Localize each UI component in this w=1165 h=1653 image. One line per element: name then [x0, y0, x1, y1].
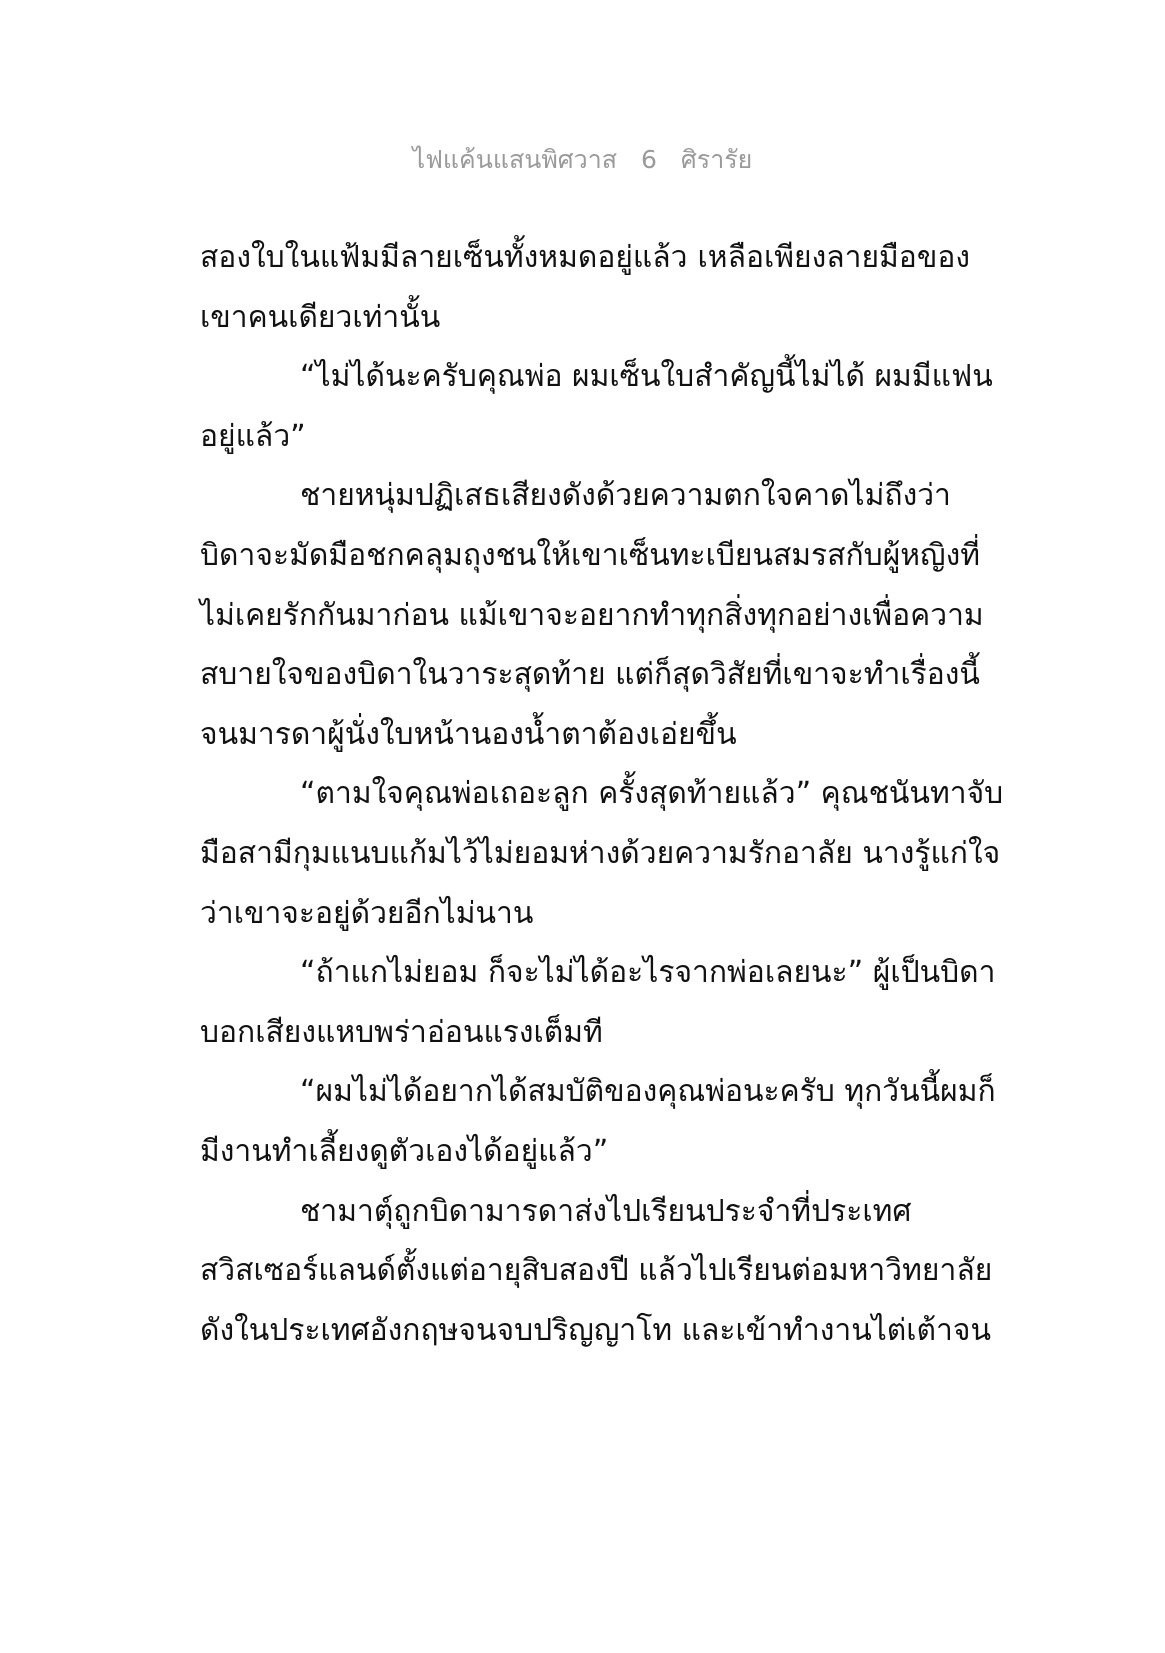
- text-line: มือสามีกุมแนบแก้มไว้ไม่ยอมห่างด้วยความรักอาลัย นางรู้แก่ใจ: [200, 835, 1001, 871]
- author-name: ศิรารัย: [680, 145, 753, 174]
- text-line: ไม่เคยรักกันมาก่อน แม้เขาจะอยากทำทุกสิ่งทุกอย่างเพื่อความ: [200, 597, 984, 633]
- text-line: “ตามใจคุณพ่อเถอะลูก ครั้งสุดท้ายแล้ว” คุณชนันทาจับ: [300, 776, 1004, 812]
- text-line: ชายหนุ่มปฏิเสธเสียงดังด้วยความตกใจคาดไม่ถึงว่า: [300, 478, 951, 514]
- text-line: ดังในประเทศอังกฤษจนจบปริญญาโท และเข้าทำงานไต่เต้าจน: [200, 1312, 991, 1348]
- text-line: “ถ้าแกไม่ยอม ก็จะไม่ได้อะไรจากพ่อเลยนะ” ผู้เป็นบิดา: [300, 955, 996, 991]
- book-title: ไฟแค้นแสนพิศวาส: [412, 145, 618, 174]
- text-line: บอกเสียงแหบพร่าอ่อนแรงเต็มที: [200, 1014, 603, 1050]
- text-line: จนมารดาผู้นั่งใบหน้านองน้ำตาต้องเอ่ยขึ้น: [200, 716, 737, 752]
- text-line: ว่าเขาจะอยู่ด้วยอีกไม่นาน: [200, 895, 534, 931]
- running-header: [0, 142, 1165, 178]
- body-text: [200, 228, 1004, 1360]
- text-line: อยู่แล้ว”: [200, 418, 306, 454]
- text-line: มีงานทำเลี้ยงดูตัวเองได้อยู่แล้ว”: [200, 1133, 609, 1169]
- text-line: สวิสเซอร์แลนด์ตั้งแต่อายุสิบสองปี แล้วไปเรียนต่อมหาวิทยาลัย: [200, 1253, 993, 1289]
- text-line: บิดาจะมัดมือชกคลุมถุงชนให้เขาเซ็นทะเบียนสมรสกับผู้หญิงที่: [200, 537, 981, 573]
- text-line: สบายใจของบิดาในวาระสุดท้าย แต่ก็สุดวิสัยที่เขาจะทำเรื่องนี้: [200, 657, 980, 693]
- text-line: ชามาตุ์ถูกบิดามารดาส่งไปเรียนประจำที่ประเทศ: [300, 1193, 912, 1229]
- page-number: 6: [641, 145, 657, 174]
- text-line: สองใบในแฟ้มมีลายเซ็นทั้งหมดอยู่แล้ว เหลือเพียงลายมือของ: [200, 240, 970, 275]
- text-line: เขาคนเดียวเท่านั้น: [200, 299, 441, 335]
- text-line: “ไม่ได้นะครับคุณพ่อ ผมเซ็นใบสำคัญนี้ไม่ได้ ผมมีแฟน: [300, 359, 993, 395]
- text-line: “ผมไม่ได้อยากได้สมบัติของคุณพ่อนะครับ ทุกวันนี้ผมก็: [300, 1074, 996, 1110]
